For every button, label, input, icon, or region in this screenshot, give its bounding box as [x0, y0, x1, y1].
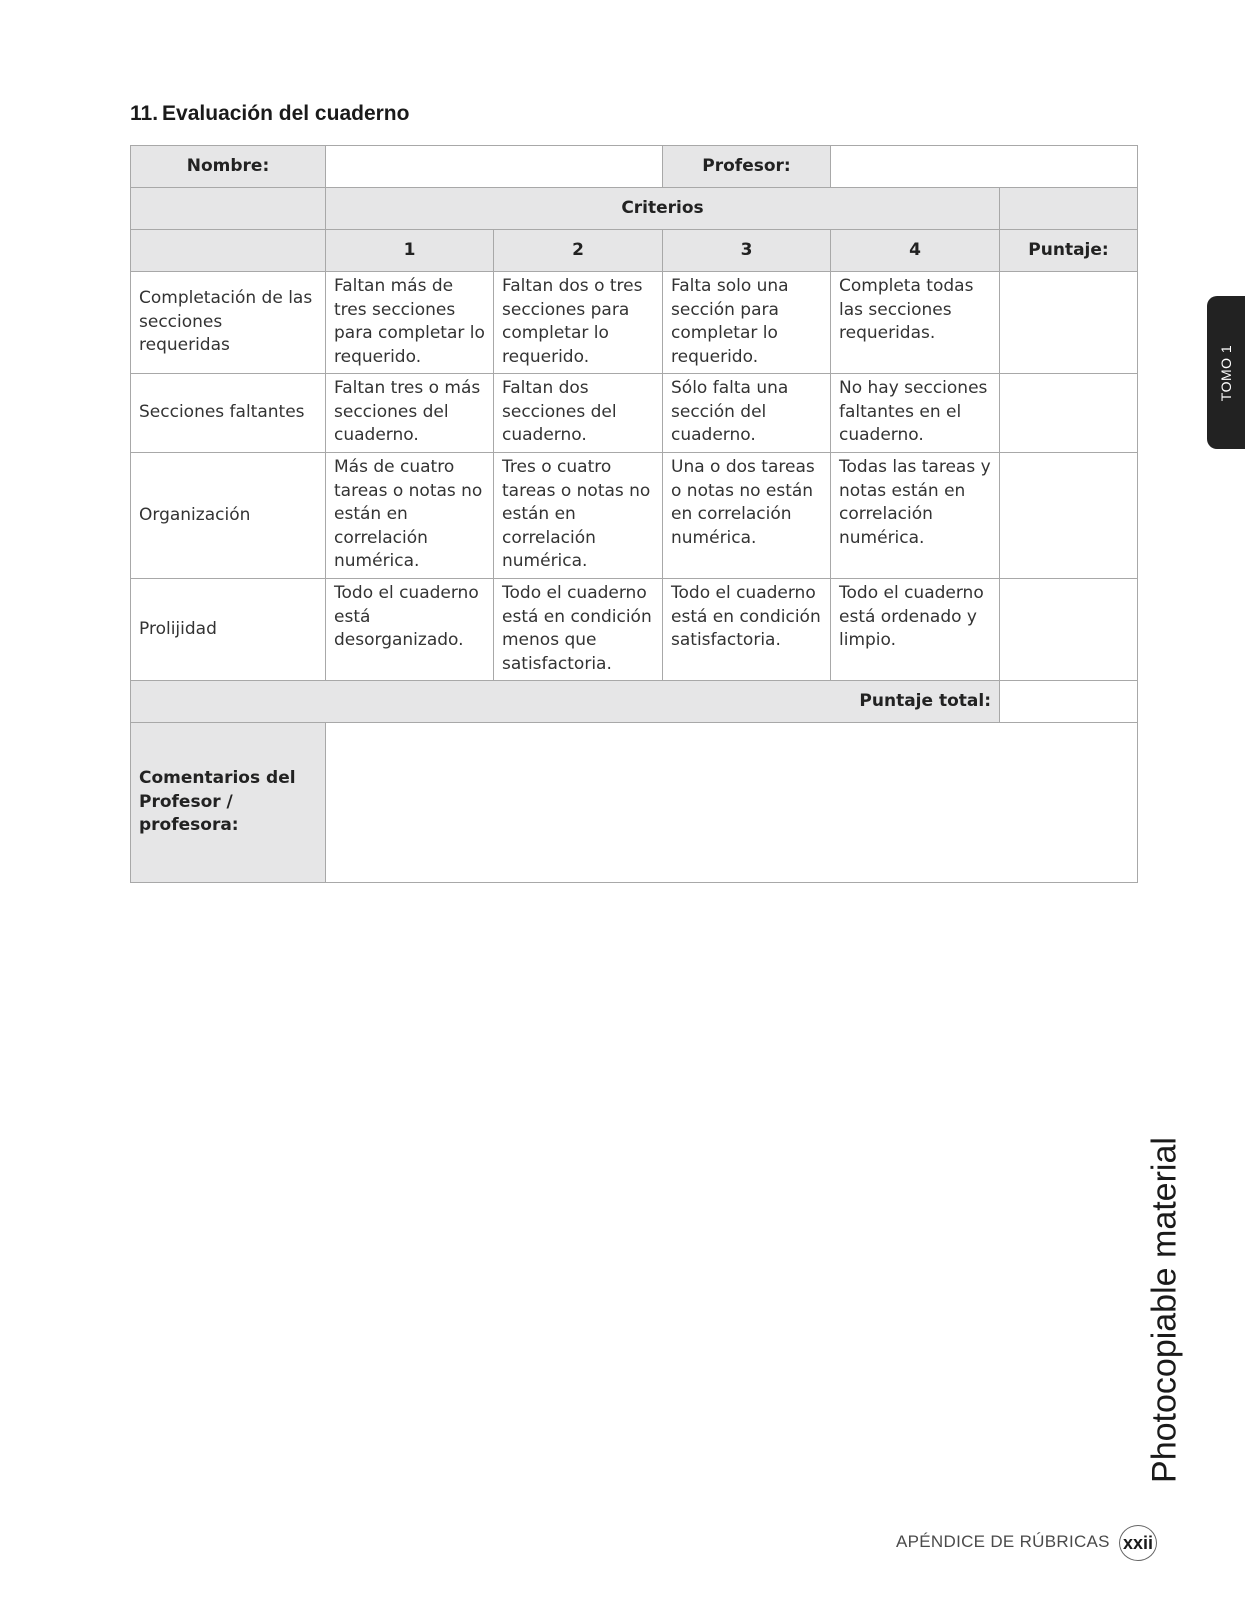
total-row [131, 681, 1138, 723]
level-description: No hay secciones faltantes en el cuaderno. [831, 374, 1000, 453]
criterion-label: Secciones faltantes [131, 374, 326, 453]
blank-cell [131, 188, 326, 230]
profesor-field[interactable] [831, 146, 1138, 188]
level-description: Tres o cuatro tareas o notas no están en correlación numérica. [494, 453, 663, 579]
level-header-4: 4 [831, 230, 1000, 272]
page-title [130, 102, 409, 126]
score-cell[interactable] [1000, 579, 1138, 681]
profesor-label: Profesor: [663, 146, 831, 188]
blank-cell [1000, 188, 1138, 230]
header-row-name [131, 146, 1138, 188]
photocopiable-label: Photocopiable material [1145, 1137, 1184, 1483]
comments-field[interactable] [326, 723, 1138, 883]
level-description: Falta solo una sección para completar lo requerido. [663, 272, 831, 374]
table-row [131, 579, 1138, 681]
level-description: Faltan dos secciones del cuaderno. [494, 374, 663, 453]
page-number: xxii [1119, 1525, 1157, 1561]
score-cell[interactable] [1000, 374, 1138, 453]
level-description: Todo el cuaderno está ordenado y limpio. [831, 579, 1000, 681]
level-description: Faltan más de tres secciones para completar lo requerido. [326, 272, 494, 374]
level-description: Todo el cuaderno está en condición satisfactoria. [663, 579, 831, 681]
table-row [131, 374, 1138, 453]
level-description: Todo el cuaderno está en condición menos que satisfactoria. [494, 579, 663, 681]
header-row-criterios [131, 188, 1138, 230]
level-description: Completa todas las secciones requeridas. [831, 272, 1000, 374]
puntaje-header: Puntaje: [1000, 230, 1138, 272]
nombre-label: Nombre: [131, 146, 326, 188]
criterios-label: Criterios [326, 188, 1000, 230]
criterion-label: Organización [131, 453, 326, 579]
level-header-1: 1 [326, 230, 494, 272]
level-description: Todo el cuaderno está desorganizado. [326, 579, 494, 681]
criterion-label: Completación de las secciones requeridas [131, 272, 326, 374]
table-row [131, 272, 1138, 374]
level-description: Más de cuatro tareas o notas no están en correlación numérica. [326, 453, 494, 579]
blank-cell [131, 230, 326, 272]
level-header-3: 3 [663, 230, 831, 272]
score-cell[interactable] [1000, 272, 1138, 374]
title-number: 11. [130, 102, 159, 125]
nombre-field[interactable] [326, 146, 663, 188]
rubric-table [130, 145, 1138, 883]
volume-tab-label: TOMO 1 [1218, 344, 1234, 401]
level-description: Sólo falta una sección del cuaderno. [663, 374, 831, 453]
level-description: Una o dos tareas o notas no están en correlación numérica. [663, 453, 831, 579]
comments-label: Comentarios del Profesor / profesora: [131, 723, 326, 883]
level-description: Faltan tres o más secciones del cuaderno. [326, 374, 494, 453]
score-cell[interactable] [1000, 453, 1138, 579]
level-description: Faltan dos o tres secciones para completar lo requerido. [494, 272, 663, 374]
header-row-levels [131, 230, 1138, 272]
comments-row [131, 723, 1138, 883]
total-score-cell[interactable] [1000, 681, 1138, 723]
title-text: Evaluación del cuaderno [162, 102, 410, 125]
level-description: Todas las tareas y notas están en correlación numérica. [831, 453, 1000, 579]
criterion-label: Prolijidad [131, 579, 326, 681]
table-row [131, 453, 1138, 579]
total-label: Puntaje total: [131, 681, 1000, 723]
footer-section-label: APÉNDICE DE RÚBRICAS [896, 1532, 1110, 1551]
level-header-2: 2 [494, 230, 663, 272]
volume-tab [1207, 296, 1245, 449]
